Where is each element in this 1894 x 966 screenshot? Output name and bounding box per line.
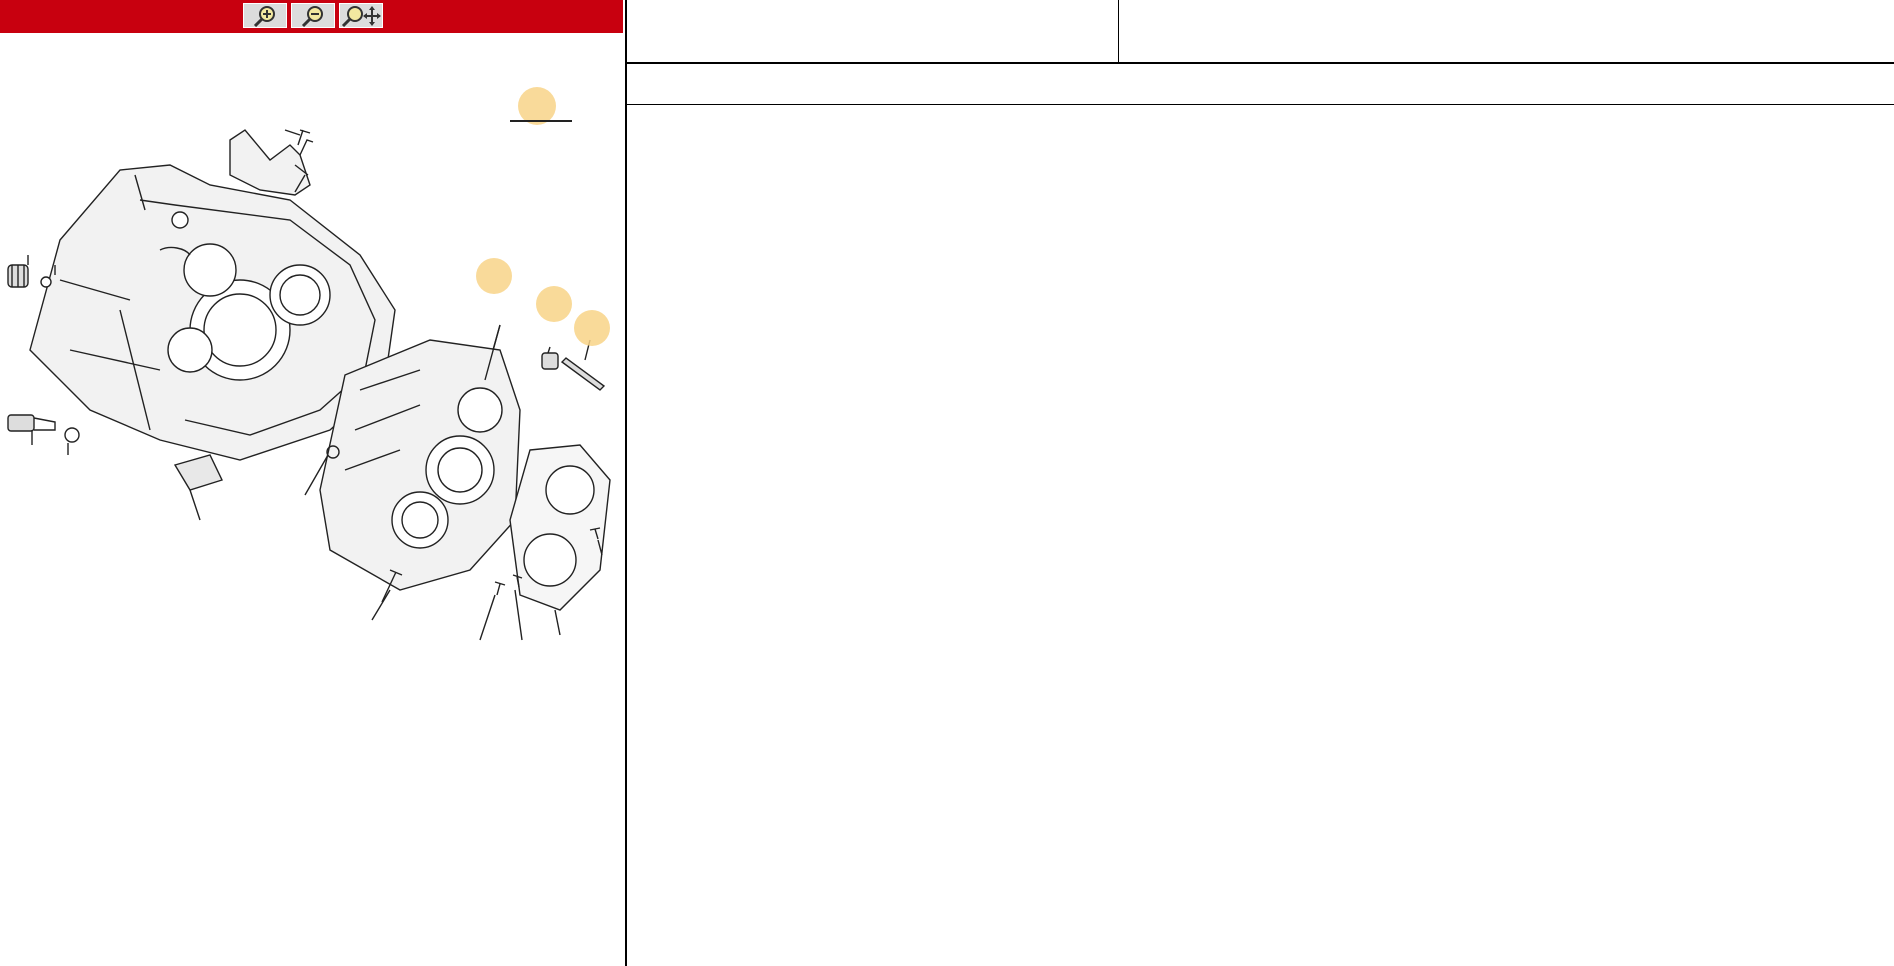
exploded-parts-diagram [0,50,625,750]
diagram-panel [0,0,625,966]
parts-header [627,0,1894,64]
zoom-in-icon [252,5,278,27]
parts-list-panel [627,0,1894,966]
pan-zoom-icon [341,5,381,27]
zoom-out-icon [300,5,326,27]
zoom-out-button[interactable] [291,3,335,28]
diagram-toolbar [0,0,623,33]
pan-zoom-button[interactable] [339,3,383,28]
model-banner [627,66,1894,105]
zoom-in-button[interactable] [243,3,287,28]
